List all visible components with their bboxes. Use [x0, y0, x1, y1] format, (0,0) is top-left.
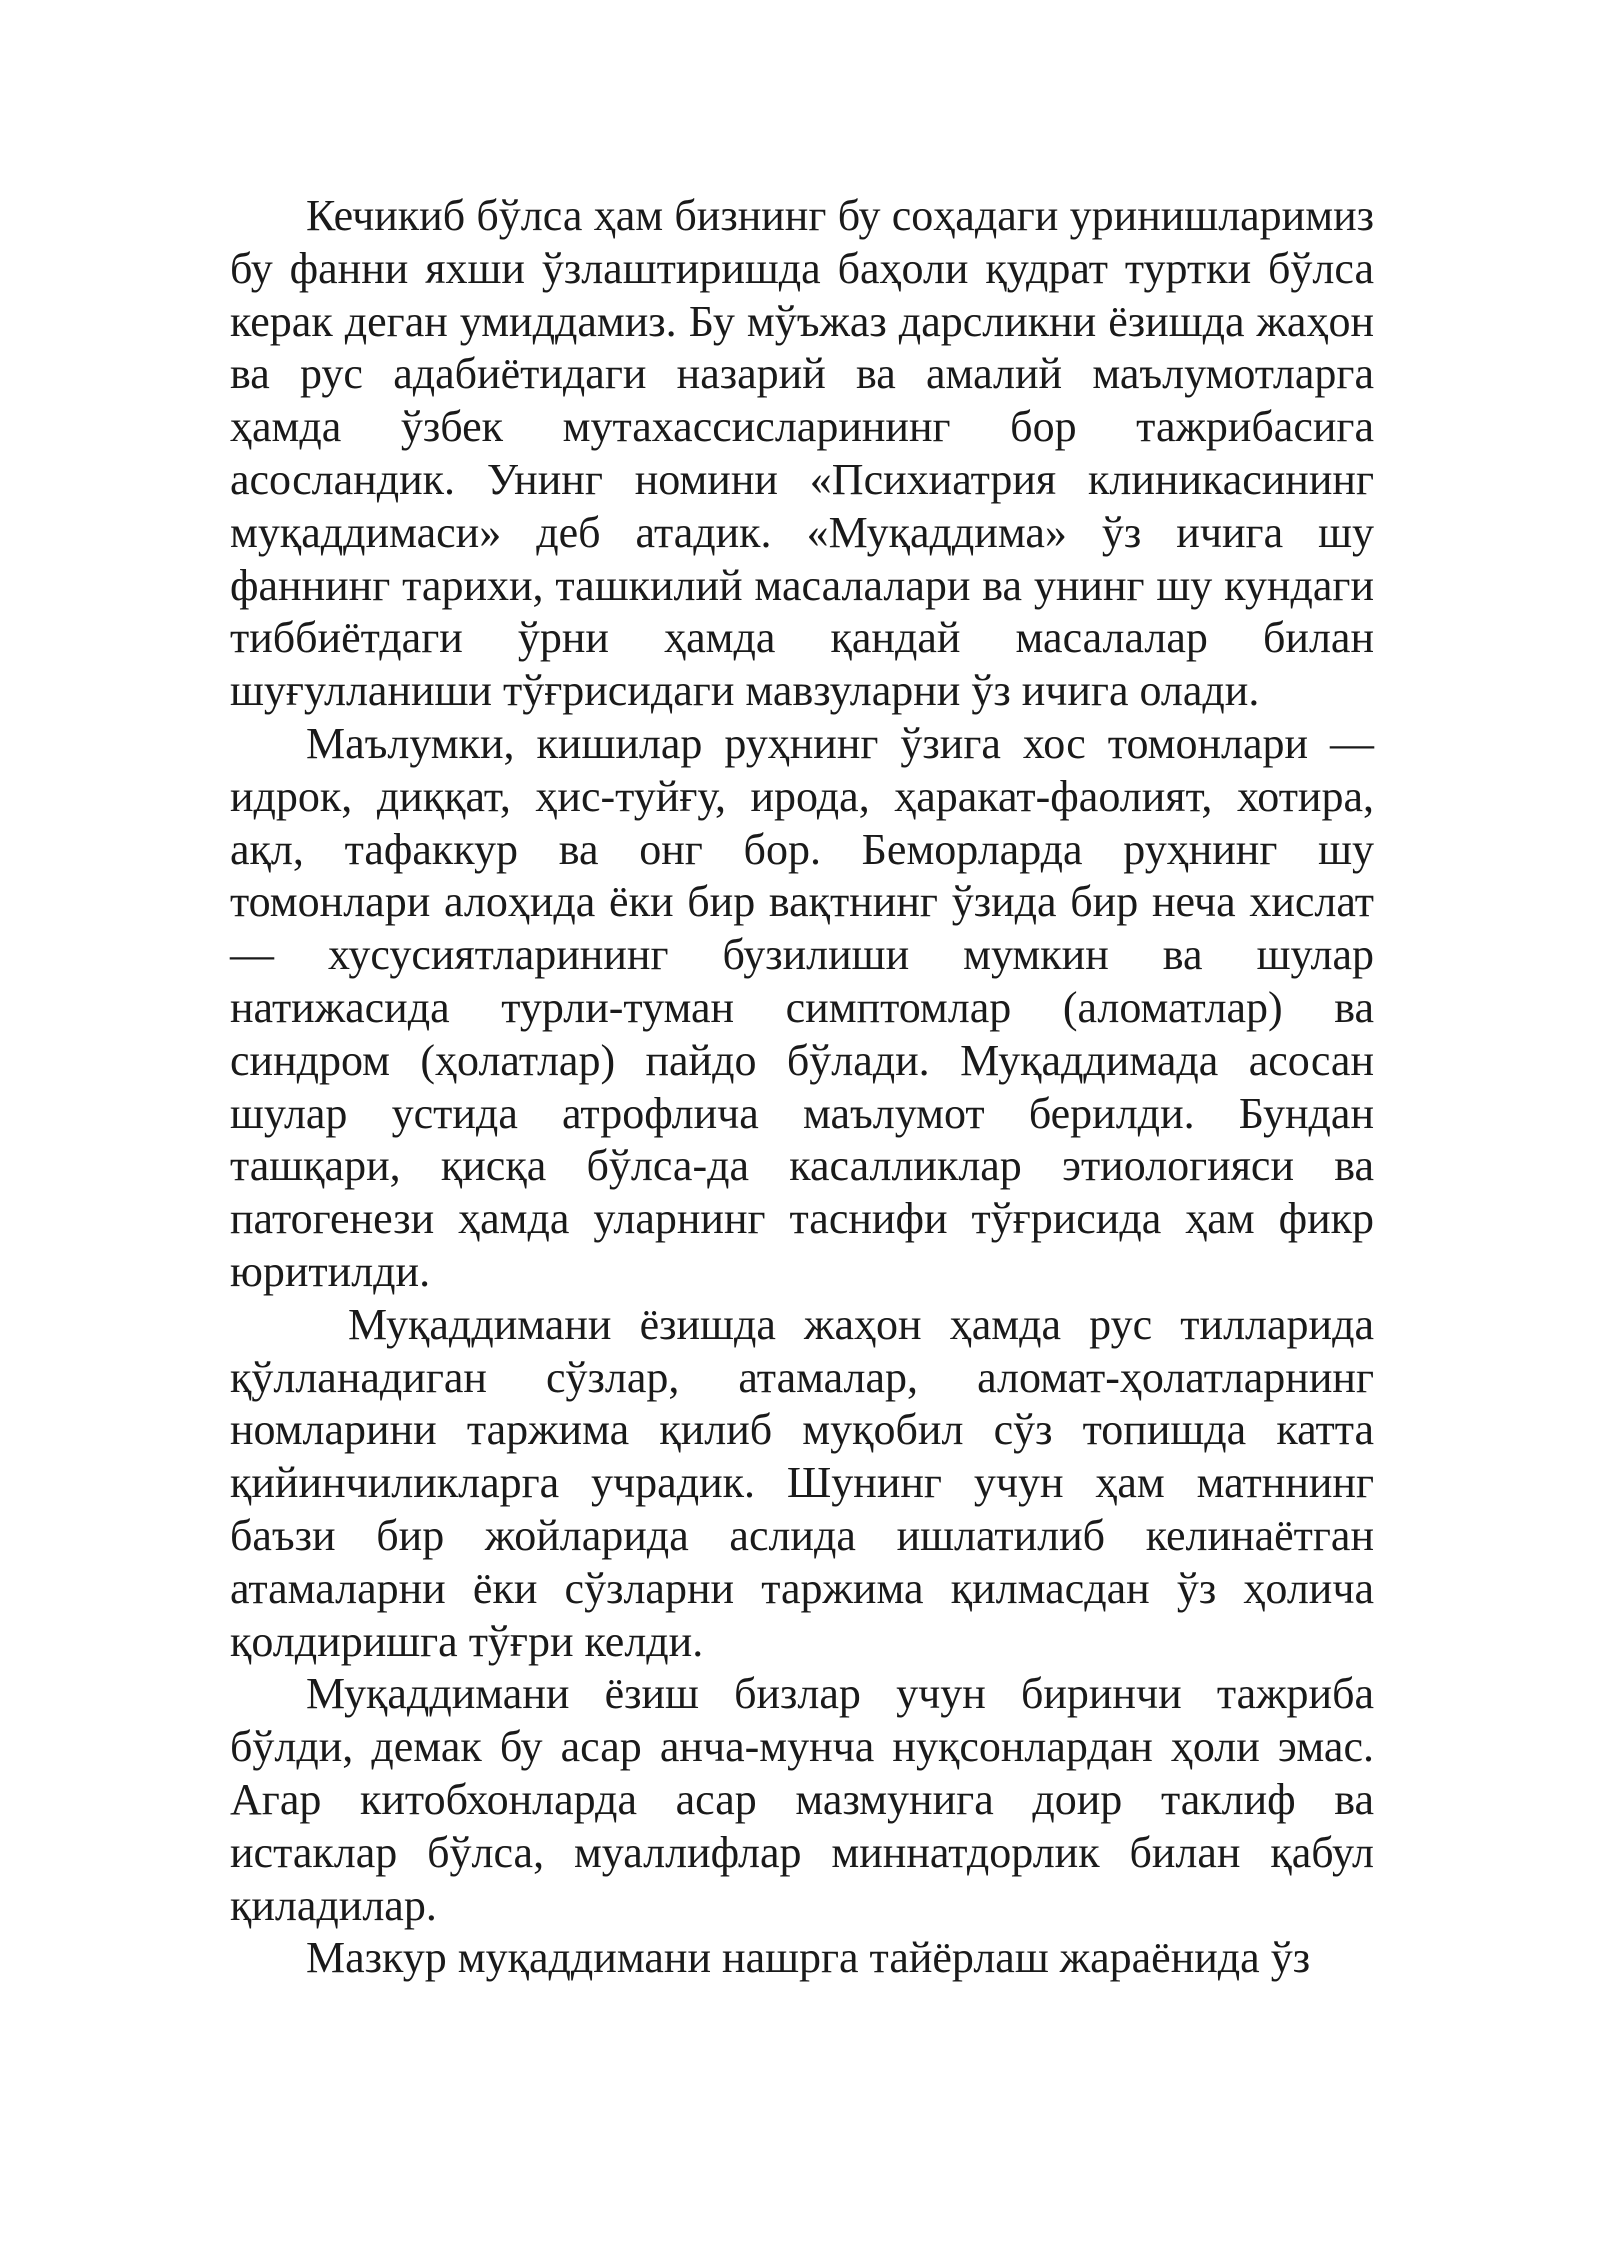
body-text: [230, 190, 1374, 1985]
paragraph-3: Муқаддимани ёзишда жаҳон ҳамда рус тилларида қўлланадиган сўзлар, атамалар, аломат-ҳолатларнинг номларини таржима қилиб муқобил сўз топишда катта қийинчиликларга учрадик. Шунинг учун ҳам матннинг баъзи бир жойларида аслида ишлатилиб келинаётган атамаларни ёки сўзларни таржима қилмасдан ўз ҳолича қолдиришга тўғри келди.: [230, 1299, 1374, 1666]
paragraph-2: Маълумки, кишилар руҳнинг ўзига хос томонлари — идрок, диққат, ҳис-туйғу, ирода, ҳаракат-фаолият, хотира, ақл, тафаккур ва онг бор. Беморларда руҳнинг шу томонлари алоҳида ёки бир вақтнинг ўзида бир неча хислат — хусусиятларининг бузилиши мумкин ва шулар натижасида турли-туман симптомлар (аломатлар) ва синдром (ҳолатлар) пайдо бўлади. Муқаддимада асосан шулар устида атрофлича маълумот берилди. Бундан ташқари, қисқа бўлса-да касалликлар этиологияси ва патогенези ҳамда уларнинг таснифи тўғрисида ҳам фикр юритилди.: [230, 718, 1374, 1296]
paragraph-5: Мазкур муқаддимани нашрга тайёрлаш жараёнида ўз: [306, 1933, 1311, 1983]
paragraph-4: Муқаддимани ёзиш бизлар учун биринчи тажриба бўлди, демак бу асар анча-мунча нуқсонлардан ҳоли эмас. Агар китобхонларда асар мазмунига доир таклиф ва истаклар бўлса, муаллифлар миннатдорлик билан қабул қиладилар.: [230, 1669, 1374, 1930]
paragraph-1: Кечикиб бўлса ҳам бизнинг бу соҳадаги уринишларимиз бу фанни яхши ўзлаштиришда баҳоли қудрат туртки бўлса керак деган умиддамиз. Бу мўъжаз дарсликни ёзишда жаҳон ва рус адабиётидаги назарий ва амалий маълумотларга ҳамда ўзбек мутахассисларининг бор тажрибасига асосландик. Унинг номини «Психиатрия клиникасининг муқаддимаси» деб атадик. «Муқаддима» ўз ичига шу фаннинг тарихи, ташкилий масалалари ва унинг шу кундаги тиббиётдаги ўрни ҳамда қандай масалалар билан шуғулланиши тўғрисидаги мавзуларни ўз ичига олади.: [230, 191, 1374, 716]
